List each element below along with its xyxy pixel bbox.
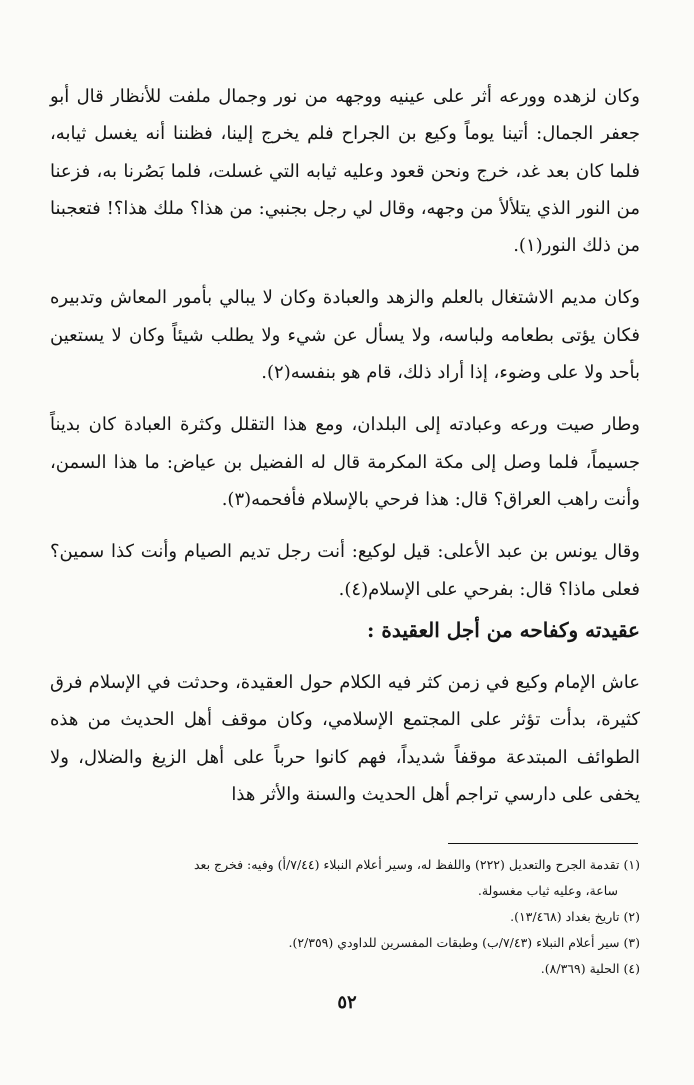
footnote-1-continued: ساعة، وعليه ثياب مغسولة. (477, 883, 618, 898)
paragraph-spacer (50, 264, 640, 279)
paragraph-1: وكان لزهده وورعه أثر على عينيه ووجهه من نور وجمال ملفت للأنظار قال أبو جعفر الجمال: أتينا يوماً وكيع بن الجراح فلم يخرج إلينا، فظننا أنه يغسل ثيابه، فلما كان بعد غد، خرج ونحن قعود وعليه ثيابه التي غسلت، فلما بَصُرنا به، فزعنا من النور الذي يتلألأ من وجهه، وقال لي رجل بجنبي: من هذا؟ ملك هذا؟! فتعجبنا من ذلك النور(١). (50, 86, 640, 257)
footnotes-block (48, 852, 640, 982)
footnote-divider (448, 843, 638, 844)
paragraph-4: وقال يونس بن عبد الأعلى: قيل لوكيع: أنت رجل تديم الصيام وأنت كذا سمين؟ فعلى ماذا؟ قال: بفرحي على الإسلام(٤). (50, 541, 641, 600)
paragraph-3: وطار صيت ورعه وعبادته إلى البلدان، ومع هذا التقلل وكثرة العبادة كان بديناً جسيماً، فلما وصل إلى مكة المكرمة قال له الفضيل بن عياض: ما هذا السمن، وأنت راهب العراق؟ قال: هذا فرحي بالإسلام فأفحمه(٣). (50, 414, 640, 510)
footnote-2: (٢) تاريخ بغداد (١٣/٤٦٨). (510, 909, 640, 924)
paragraph-spacer (50, 391, 640, 406)
footnote-1: (١) تقدمة الجرح والتعديل (٢٢٢) واللفظ له، وسير أعلام النبلاء (٧/٤٤/أ) وفيه: فخرج بعد (193, 857, 640, 872)
footnote-4: (٤) الحلية (٨/٣٦٩). (540, 961, 640, 976)
main-text-block (50, 78, 640, 608)
section-paragraph: عاش الإمام وكيع في زمن كثر فيه الكلام حول العقيدة، وحدثت في الإسلام فرق كثيرة، بدأت تؤثر على المجتمع الإسلامي، وكان موقف أهل الحديث من هذه الطوائف المبتدعة موقفاً شديداً، فهم كانوا حرباً على أهل الزيغ والضلال، ولا يخفى على دارسي تراجم أهل الحديث والسنة والأثر هذا (50, 672, 641, 805)
paragraph-spacer (50, 518, 640, 533)
paragraph-2: وكان مديم الاشتغال بالعلم والزهد والعبادة وكان لا يبالي بأمور المعاش وتدبيره فكان يؤتى بطعامه ولباسه، ولا يسأل عن شيء ولا يطلب شيئاً وكان لا يستعين بأحد ولا على وضوء، إذا أراد ذلك، قام هو بنفسه(٢). (50, 287, 640, 384)
section-heading: عقيدته وكفاحه من أجل العقيدة : (367, 618, 640, 642)
footnote-3: (٣) سير أعلام النبلاء (٧/٤٣/ب) وطبقات المفسرين للداودي (٢/٣٥٩). (288, 935, 640, 950)
page-number: ٥٢ (337, 992, 357, 1013)
